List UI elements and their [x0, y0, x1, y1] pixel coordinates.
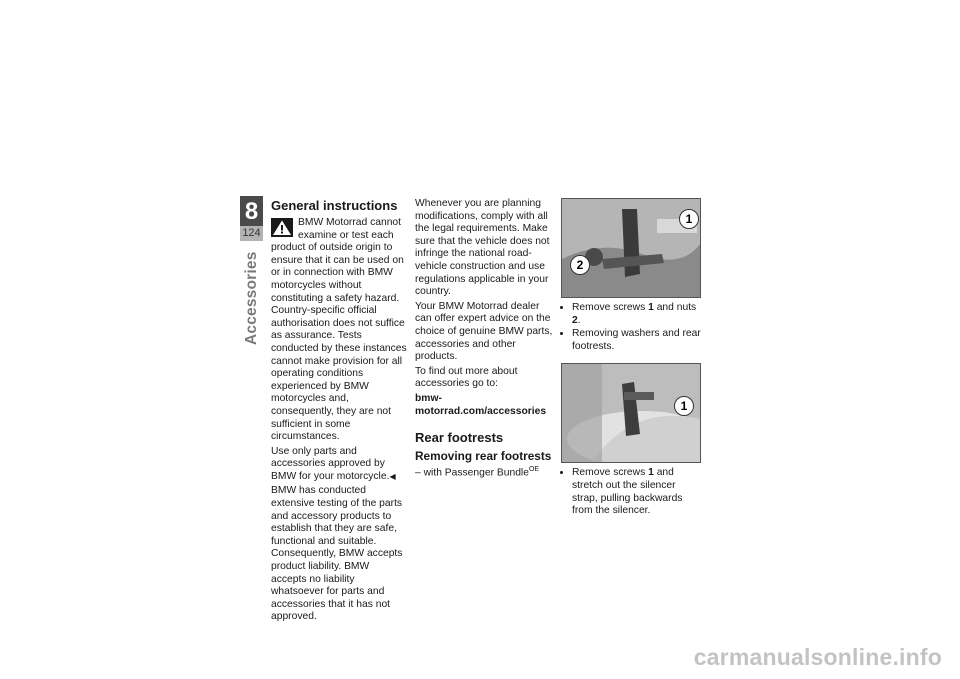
step-remove-screws-nuts: • Remove screws 1 and nuts 2.: [572, 302, 701, 327]
paragraph-modifications: Whenever you are planning modifications, comply with all the legal requirements. Make sure that the vehicle does not infringe the national road-vehicle construction and use regulations applicable in your country.: [415, 198, 550, 298]
paragraph-accessories: To find out more about accessories go to:: [415, 365, 518, 390]
figure-rear-footrest: [561, 198, 701, 298]
paragraph-dealer: Your BMW Motorrad dealer can offer expert advice on the choice of genuine BMW parts, accessories and other products.: [415, 300, 553, 363]
end-mark-icon: ◀: [389, 471, 396, 481]
callout-1b: 1: [674, 396, 694, 416]
section-heading-general: General instructions: [271, 198, 398, 213]
section-heading-rear-footrests: Rear footrests: [415, 430, 504, 446]
callout-1: 1: [679, 209, 699, 229]
callout-2: 2: [570, 255, 590, 275]
subheading-removing-footrests: Removing rear footrests: [415, 449, 552, 464]
warning-icon: [271, 218, 293, 237]
chapter-number: 8: [240, 196, 263, 226]
warning-text: BMW Motorrad cannot examine or test each product of outside origin to ensure that it can be used on or in connection with BMW motorcycles without constituting a safety hazard. Country-specific official authorisation does not suffice as assurance. Tests conducted by these instances cannot make provision for all operating conditions experienced by BMW motorcycles and, consequently, they are not sufficient in some circumstances.: [271, 217, 407, 443]
page-number: 124: [240, 226, 263, 241]
column-1: [271, 198, 407, 626]
column-3: [561, 198, 701, 519]
option-note: – with Passenger Bundle$^{OE}$: [415, 466, 540, 479]
chapter-title: Accessories: [243, 251, 260, 345]
step-remove-washers: • Removing washers and rear footrests.: [572, 328, 701, 353]
steps-list-2: [561, 467, 701, 517]
step-remove-silencer-strap: • Remove screws 1 and stretch out the silencer strap, pulling backwards from the silencer.: [572, 467, 701, 517]
accessories-link[interactable]: bmw-motorrad.com/accessories: [415, 392, 547, 417]
watermark: carmanualsonline.info: [693, 644, 942, 670]
warning-text-2: Use only parts and accessories approved by BMW for your motorcycle.◀: [271, 445, 396, 482]
steps-list-1: [561, 302, 701, 353]
column-2: [415, 198, 555, 482]
figure-silencer-strap: [561, 363, 701, 463]
paragraph-testing: BMW has conducted extensive testing of the parts and accessory products to establish that they are safe, functional and suitable. Consequently, BMW accepts product liability. BMW accepts no liability whatsoever for parts and accessories that it has not approved.: [271, 485, 403, 623]
